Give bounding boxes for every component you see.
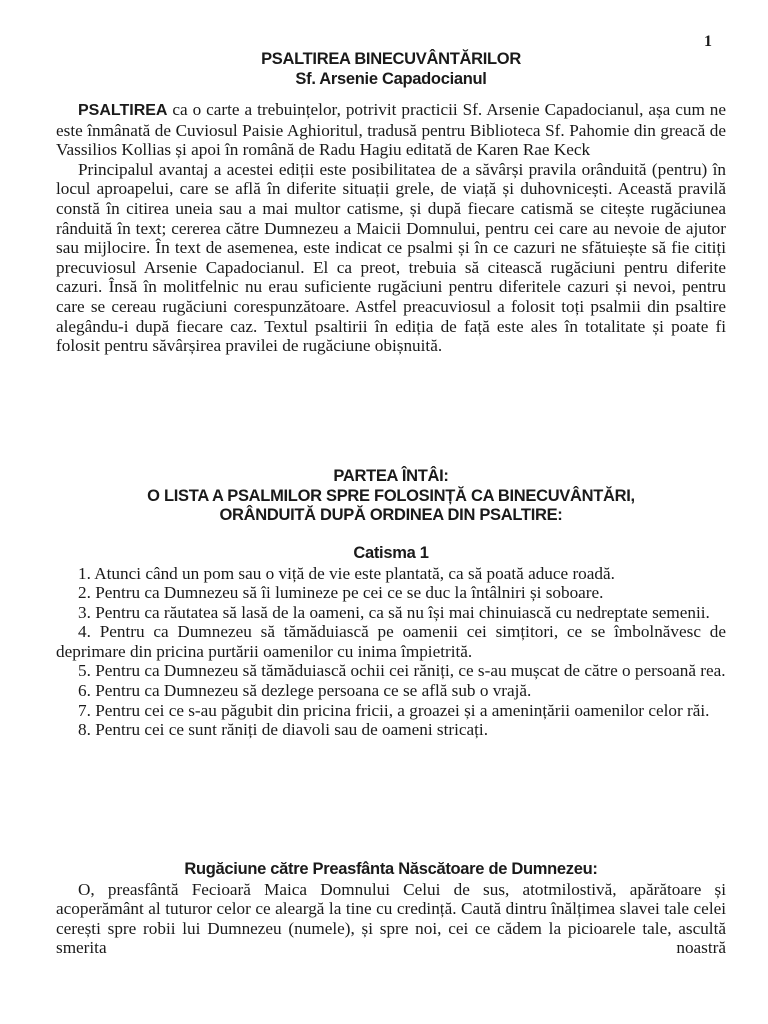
part-heading-line-2: O LISTA A PSALMILOR SPRE FOLOSINȚĂ CA BINECUVÂNTĂRI, [147,486,635,505]
intro-paragraph-1-text: ca o carte a trebuințelor, potrivit practicii Sf. Arsenie Capadocianul, așa cum ne este înmânată de Cuviosul Paisie Aghioritul, tradusă pentru Biblioteca Sf. Pahomie din greacă de Vassilios Kollias și apoi în română de Radu Hagiu editată de Karen Rae Keck [56,100,726,160]
list-item: 5. Pentru ca Dumnezeu să tămăduiască ochii cei răniți, ce s-au mușcat de către o persoană rea. [78,661,726,681]
catisma-section [56,544,726,740]
part-heading [56,467,726,526]
prayer-section [56,860,726,958]
list-item: 7. Pentru cei ce s-au păgubit din pricina fricii, a groazei și a amenințării oamenilor celor răi. [78,700,710,720]
catisma-title: Catisma 1 [353,544,429,562]
intro-paragraph-1 [56,100,726,160]
prayer-text: O, preasfântă Fecioară Maica Domnului Celui de sus, atotmilostivă, apărătoare și acoperământ al tuturor celor ce aleargă la tine cu credință. Caută dintru înălțimea slavei tale celei cerești spre robii lui Dumnezeu (numele), și spre noi, cei ce cădem la picioarele tale, ascultă smerita noastră [56,879,726,958]
prayer-title: Rugăciune către Preasfânta Născătoare de Dumnezeu: [184,860,598,878]
list-item: 1. Atunci când un pom sau o viță de vie este plantată, ca să poată aduce roadă. [78,563,615,583]
intro-lead-word: PSALTIREA [78,102,168,119]
list-item: 6. Pentru ca Dumnezeu să dezlege persoana ce se află sub o vrajă. [78,681,532,701]
intro-paragraph-2: Principalul avantaj a acestei ediții este posibilitatea de a săvârși pravila orânduită (pentru) în locul aproapelui, care se află în diferite situații grele, de viață și duhovnicești. Această pravilă constă în citirea uneia sau a mai multor catisme, și după fiecare catismă se citește rugăciunea rânduită în text; cererea către Dumnezeu a Maicii Domnului, pentru cei care au nevoie de ajutor sau mijlocire. În text de asemenea, este indicat ce psalmi și în ce cazuri ne sfătuiește să fie citiți precuviosul Arsenie Capadocianul. El ca preot, trebuia să citească rugăciuni pentru diferite cazuri. Însă în molitfelnic nu erau suficiente rugăciuni pentru diferitele cazuri și nevoi, pentru care se cereau rugăciuni corespunzătoare. Astfel preacuviosul a folosit toți psalmii din psaltire alegându-i după fiecare caz. Textul psaltirii în ediția de față este ales în totalitate și poate fi folosit pentru săvârșirea pravilei de rugăciune obișnuită. [56,159,726,356]
list-item: 2. Pentru ca Dumnezeu să îi lumineze pe cei ce se duc la întâlniri și soboare. [78,583,604,603]
intro-section [56,100,726,356]
document-author: Sf. Arsenie Capadocianul [295,69,487,88]
page-number: 1 [704,33,712,50]
document-title: PSALTIREA BINECUVÂNTĂRILOR [261,50,521,68]
part-heading-line-3: ORÂNDUITĂ DUPĂ ORDINEA DIN PSALTIRE: [219,506,563,524]
list-item: 4. Pentru ca Dumnezeu să tămăduiască pe oamenii cei simțitori, ce se îmbolnăvesc de deprimare din pricina purtării oamenilor cu inima împietrită. [56,622,726,661]
part-heading-line-1: PARTEA ÎNTÂI: [333,467,449,485]
document-header [56,50,726,89]
list-item: 3. Pentru ca răutatea să lasă de la oameni, ca să nu își mai chinuiască cu nedreptate semenii. [78,602,710,622]
list-item: 8. Pentru cei ce sunt răniți de diavoli sau de oameni stricați. [78,720,488,740]
